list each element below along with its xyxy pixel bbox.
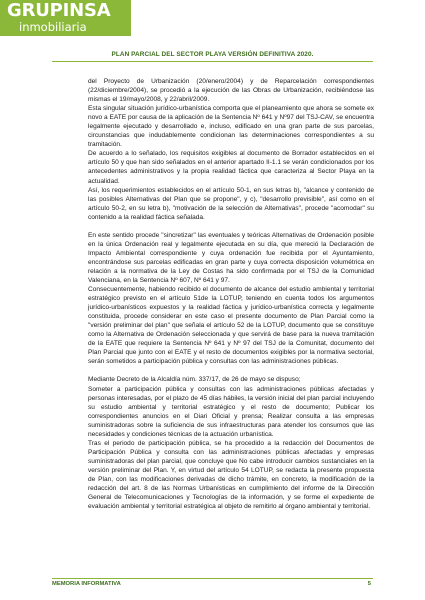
logo-wordmark: GRUPINSA	[7, 0, 111, 21]
page-header-title: PLAN PARCIAL DEL SECTOR PLAYA VERSIÓN DEFINITIVA 2020.	[111, 51, 314, 58]
paragraph: En este sentido procede "sincretizar" las eventuales y teóricas Alternativas de Ordenación posible en la única Ordenación real y legalmente ejecutada en su día, que mereció la Declaración de Impacto Ambiental correspondiente y cuya ordenación fue recibida por el Ayuntamiento, encontrándose sus parcelas edificadas en gran parte y cuya correcta disposición volumétrica en relación a la normativa de la Ley de Costas ha sido confirmada por el TSJ de la Comunidad Valenciana, en la Sentencia Nº 607, Nº 641 y 97.	[88, 231, 374, 284]
page-number: 5	[367, 581, 371, 587]
paragraph: Tras el periodo de participación pública, se ha procedido a la redacción del Documentos de Participación Pública y consulta con las administraciones públicas afectadas y empresas suministradoras del plan parcial, que concluye que No cabe introducir cambios sustanciales en la versión preliminar del Plan. Y, en virtud del artículo 54 LOTUP, se redacta la presente propuesta de Plan, con las modificaciones derivadas de dicho trámite, en concreto, la modificación de la redacción del art. 8 de las Normas Urbanísticas en cumplimiento del informe de la Dirección General de Telecomunicaciones y Tecnologías de la información, y se forme el expediente de evaluación ambiental y territorial estratégica al objeto de remitirlo al órgano ambiental y territorial.	[88, 439, 374, 511]
document-body	[88, 77, 374, 511]
paragraph: Así, los requerimientos establecidos en el artículo 50-1, en sus letras b), "alcance y contenido de las posibles Alternativas del Plan que se propone", y c), "desarrollo previsible", así como en el artículo 50-2, en su letra b), "motivación de la selección de Alternativas", procede "acomodar" su contenido a la realidad fáctica señalada.	[88, 186, 374, 221]
paragraph: del Proyecto de Urbanización (20/enero/2004) y de Reparcelación correspondientes (22/diciembre/2004), se procedió a la ejecución de las Obras de Urbanización, recibiéndose las mismas el 19/mayo/2008, y 22/abril/2009.	[88, 78, 374, 104]
paragraph: Mediante Decreto de la Alcaldía núm. 337/17, de 26 de mayo se dispuso;	[88, 376, 301, 384]
logo-subtitle: inmobiliaria	[19, 20, 87, 34]
paragraph: Consecuentemente, habiendo recibido el documento de alcance del estudio ambiental y territorial estratégico previsto en el artículo 51de la LOTUP, teniendo en cuenta todos los argumentos jurídico-urbanísticos expuestos y la realidad fáctica y jurídico-urbanística correcta y legalmente constituida, procede considerar en este caso el presente documento de Plan Parcial como la "versión preliminar del plan" que señala el artículo 52 de la LOTUP, documento que se constituye como la Alternativa de Ordenación seleccionada y que servirá de base para la nueva tramitación de la EATE que requiere la Sentencia Nº 641 y Nº 97 del TSJ de la Comunitat, documento del Plan Parcial que junto con el EATE y el resto de documentos exigibles por la normativa sectorial, serán sometidos a participación pública y consultas con las administraciones públicas.	[88, 286, 374, 366]
company-logo	[0, 0, 131, 36]
paragraph: Someter a participación pública y consultas con las administraciones públicas afectadas y personas interesadas, por el plazo de 45 días hábiles, la versión inicial del plan parcial incluyendo su estudio ambiental y territorial estratégico y el resto de documento; Publicar los correspondientes anuncios en el Diari Oficial y prensa; Realizar consulta a las empresas suministradoras sobre la suficiencia de sus infraestructuras para atender los consumos que las necesidades y condiciones técnicas de la actuación urbanística.	[88, 385, 374, 438]
footer-divider	[52, 578, 373, 579]
header-divider	[52, 61, 373, 62]
paragraph: De acuerdo a lo señalado, los requisitos exigibles al documento de Borrador establecidos en el artículo 50 y que han sido señalados en el anterior apartado II-1.1 se verán condicionados por los antecedentes administrativos y la propia realidad fáctica que caracteriza al Sector Playa en la actualidad.	[88, 150, 374, 185]
footer-section-label: MEMORIA INFORMATIVA	[52, 581, 121, 587]
paragraph: Esta singular situación jurídico-urbanística comporta que el planeamiento que ahora se somete ex novo a EATE por causa de la aplicación de la Sentencia Nº 641 y Nº97 del TSJ-CAV, se encuentra legalmente ejecutado y desarrollado e, incluso, edificado en una gran parte de sus parcelas, circunstancias que indudablemente condicionan las determinaciones correspondientes a su tramitación.	[88, 105, 374, 149]
